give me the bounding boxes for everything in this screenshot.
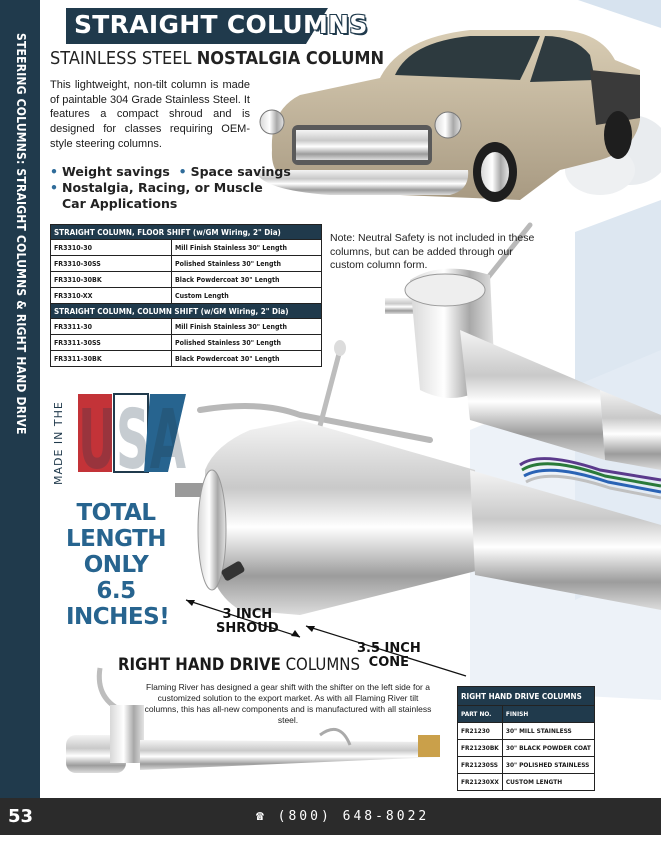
table-row: FR21230SS 30" POLISHED STAINLESS <box>458 757 595 774</box>
table-row: FR3311-30 Mill Finish Stainless 30" Length <box>51 319 322 335</box>
table-row: FR3310-XX Custom Length <box>51 288 322 304</box>
table-row: FR3310-30BK Black Powdercoat 30" Length <box>51 272 322 288</box>
phone-number[interactable]: ☎ (800) 648-8022 <box>256 809 430 824</box>
table-title-row: RIGHT HAND DRIVE COLUMNS <box>458 687 595 706</box>
table-row: FR21230XX CUSTOM LENGTH <box>458 774 595 791</box>
neutral-safety-note: Note: Neutral Safety is not included in these columns, but can be added through our custom column form. <box>330 232 535 271</box>
cone-dimension-label: 3.5 INCH CONE <box>357 641 421 670</box>
table-row: FR3311-30SS Polished Stainless 30" Length <box>51 335 322 351</box>
bullet-icon: • <box>178 164 187 179</box>
table-row: FR3310-30 Mill Finish Stainless 30" Length <box>51 240 322 256</box>
feature-bullets: • Weight savings • Space savings • Nostalgia, Racing, or Muscle Car Applications <box>50 164 291 211</box>
table-row: FR3310-30SS Polished Stainless 30" Length <box>51 256 322 272</box>
made-in-the-text: MADE IN THE <box>52 401 65 485</box>
made-in-usa-badge <box>50 390 190 486</box>
phone-icon: ☎ <box>256 809 278 824</box>
shroud-dimension-label: 3 INCH SHROUD <box>216 607 279 636</box>
total-length-callout: TOTAL LENGTH ONLY 6.5 INCHES! <box>66 500 170 630</box>
bullet-icon: • <box>50 180 58 195</box>
product-subtitle: STAINLESS STEEL NOSTALGIA COLUMN <box>50 48 385 69</box>
table-row: FR21230BK 30" BLACK POWDER COAT <box>458 740 595 757</box>
table-row: FR3311-30BK Black Powdercoat 30" Length <box>51 351 322 367</box>
table-header-row: PART NO. FINISH <box>458 706 595 723</box>
rhd-parts-table <box>457 686 595 791</box>
table-header-column-shift: STRAIGHT COLUMN, COLUMN SHIFT (w/GM Wiring, 2" Dia) <box>51 304 322 319</box>
usa-text: USA <box>78 393 187 488</box>
rhd-description: Flaming River has designed a gear shift with the shifter on the left side for a customized solution to the export market. As with all Flaming River tilt columns, this has all-new components and is manufactured with all stainless steel. <box>144 682 432 725</box>
straight-column-spec-table <box>50 224 322 367</box>
page-number: 53 <box>8 806 34 827</box>
bullet-icon: • <box>50 164 58 179</box>
table-row: FR21230 30" MILL STAINLESS <box>458 723 595 740</box>
page-title: STRAIGHT COLUMNS <box>74 10 368 39</box>
rhd-heading: RIGHT HAND DRIVE COLUMNS <box>118 655 360 675</box>
table-header-floor-shift: STRAIGHT COLUMN, FLOOR SHIFT (w/GM Wiring, 2" Dia) <box>51 225 322 240</box>
intro-paragraph: This lightweight, non-tilt column is made of paintable 304 Grade Stainless Steel. It features a compact shroud and is designed for classes requiring OEM-style steering columns. <box>50 79 250 150</box>
